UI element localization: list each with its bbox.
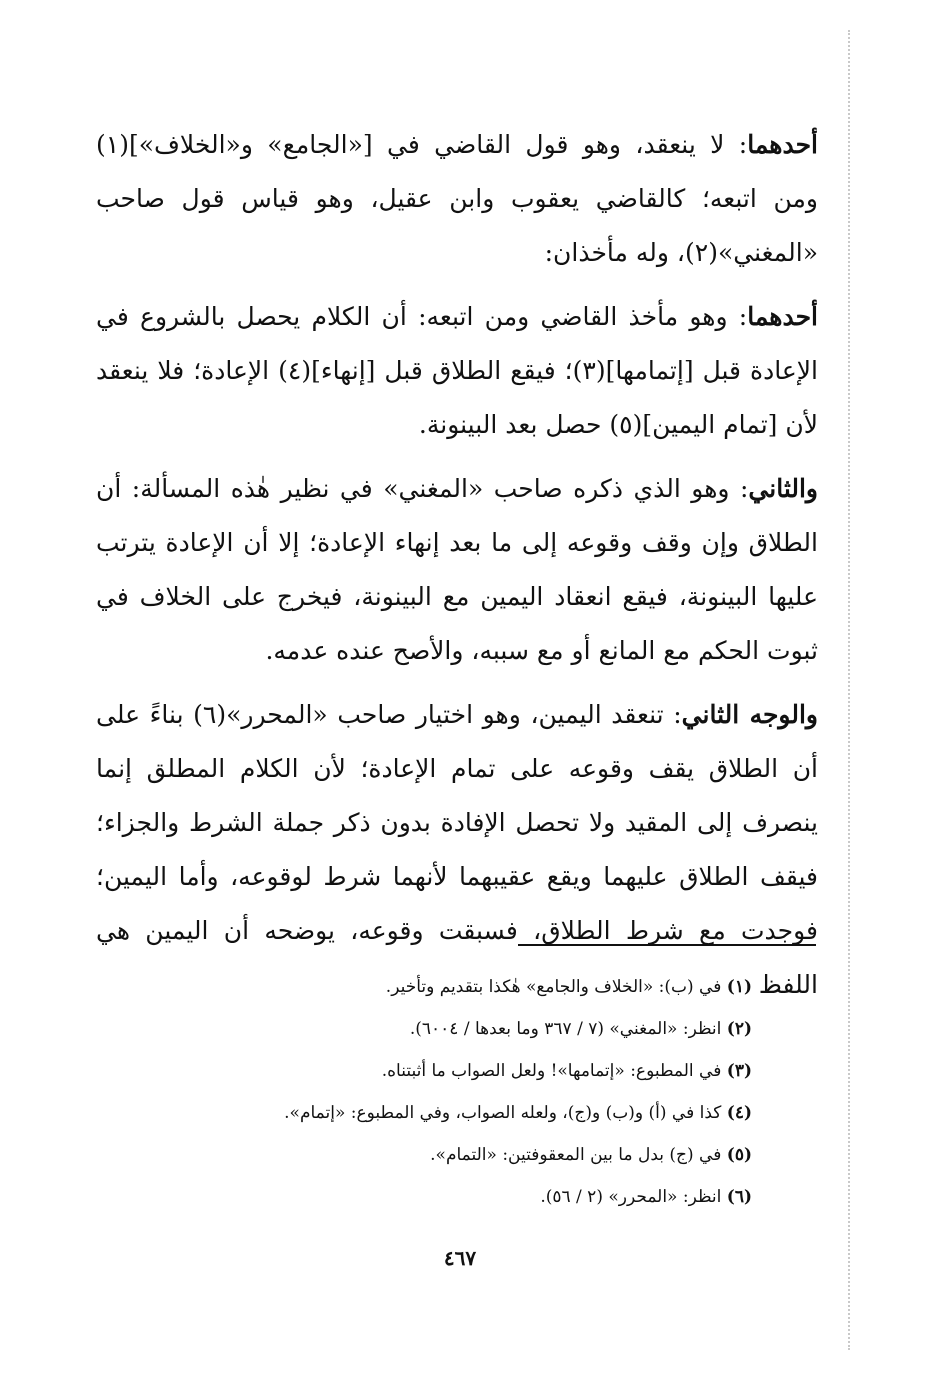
footnote-text: انظر: «المغني» (٧ / ٣٦٧ وما بعدها / ٦٠٠٤). (409, 1019, 722, 1039)
footnote-number: (٥) (726, 1145, 752, 1165)
main-text-body (96, 118, 818, 1022)
footnote-number: (١) (726, 977, 752, 997)
paragraph-3 (96, 462, 818, 678)
footnote-number: (٢) (726, 1019, 752, 1039)
paragraph-lead: أحدهما (747, 302, 818, 331)
paragraph-2 (96, 290, 818, 452)
footnote-text: في (ب): «الخلاف والجامع» هٰكذا بتقديم وتأخير. (385, 977, 722, 997)
paragraph-lead: والثاني (748, 474, 818, 503)
paragraph-text: : لا ينعقد، وهو قول القاضي في [«الجامع» و«الخلاف»](١) ومن اتبعه؛ كالقاضي يعقوب وابن عقيل، وهو قياس قول صاحب «المغني»(٢)، وله مأخذان: (96, 130, 818, 267)
footnote-3 (112, 1050, 752, 1092)
footnote-6 (112, 1176, 752, 1218)
footnote-number: (٦) (726, 1187, 752, 1207)
footnote-text: كذا في (أ) و(ب) و(ج)، ولعله الصواب، وفي المطبوع: «إتمام». (284, 1103, 722, 1123)
footnote-number: (٤) (726, 1103, 752, 1123)
footnote-4 (112, 1092, 752, 1134)
paragraph-4 (96, 688, 818, 1012)
footnotes (112, 966, 752, 1218)
paragraph-lead: أحدهما (747, 130, 818, 159)
page-edge-dotted-line (848, 30, 850, 1350)
footnote-5 (112, 1134, 752, 1176)
footnote-text: في المطبوع: «إتمامها»! ولعل الصواب ما أثبتناه. (381, 1061, 722, 1081)
paragraph-text: : وهو مأخذ القاضي ومن اتبعه: أن الكلام يحصل بالشروع في الإعادة قبل [إتمامها](٣)؛ فيقع الطلاق قبل [إنهاء](٤) الإعادة؛ فلا ينعقد لأن [تمام اليمين](٥) حصل بعد البينونة. (96, 302, 818, 439)
paragraph-text: : تنعقد اليمين، وهو اختيار صاحب «المحرر»(٦) بناءً على أن الطلاق يقف وقوعه على تمام الإعادة؛ لأن الكلام المطلق إنما ينصرف إلى المقيد ولا تحصل الإفادة بدون ذكر جملة الشرط والجزاء؛ فيقف الطلاق عليهما ويقع عقيبهما لأنهما شرط لوقوعه، وأما اليمين؛ فوجدت مع شرط الطلاق، فسبقت وقوعه، يوضحه أن اليمين هي اللفظ (96, 700, 818, 999)
paragraph-text: : وهو الذي ذكره صاحب «المغني» في نظير هٰذه المسألة: أن الطلاق وإن وقف وقوعه إلى ما بعد إنهاء الإعادة؛ إلا أن الإعادة يترتب عليها البينونة، فيقع انعقاد اليمين مع البينونة، فيخرج على الخلاف في ثبوت الحكم مع المانع أو مع سببه، والأصح عنده عدمه. (96, 474, 818, 665)
paragraph-lead: والوجه الثاني (681, 700, 818, 729)
footnote-number: (٣) (726, 1061, 752, 1081)
footnote-separator-rule (518, 944, 816, 946)
paragraph-1 (96, 118, 818, 280)
footnote-text: في (ج) بدل ما بين المعقوفتين: «التمام». (430, 1145, 722, 1165)
footnote-2 (112, 1008, 752, 1050)
page-number: ٤٦٧ (443, 1246, 477, 1270)
footnote-1 (112, 966, 752, 1008)
footnote-text: انظر: «المحرر» (٢ / ٥٦). (540, 1187, 722, 1207)
